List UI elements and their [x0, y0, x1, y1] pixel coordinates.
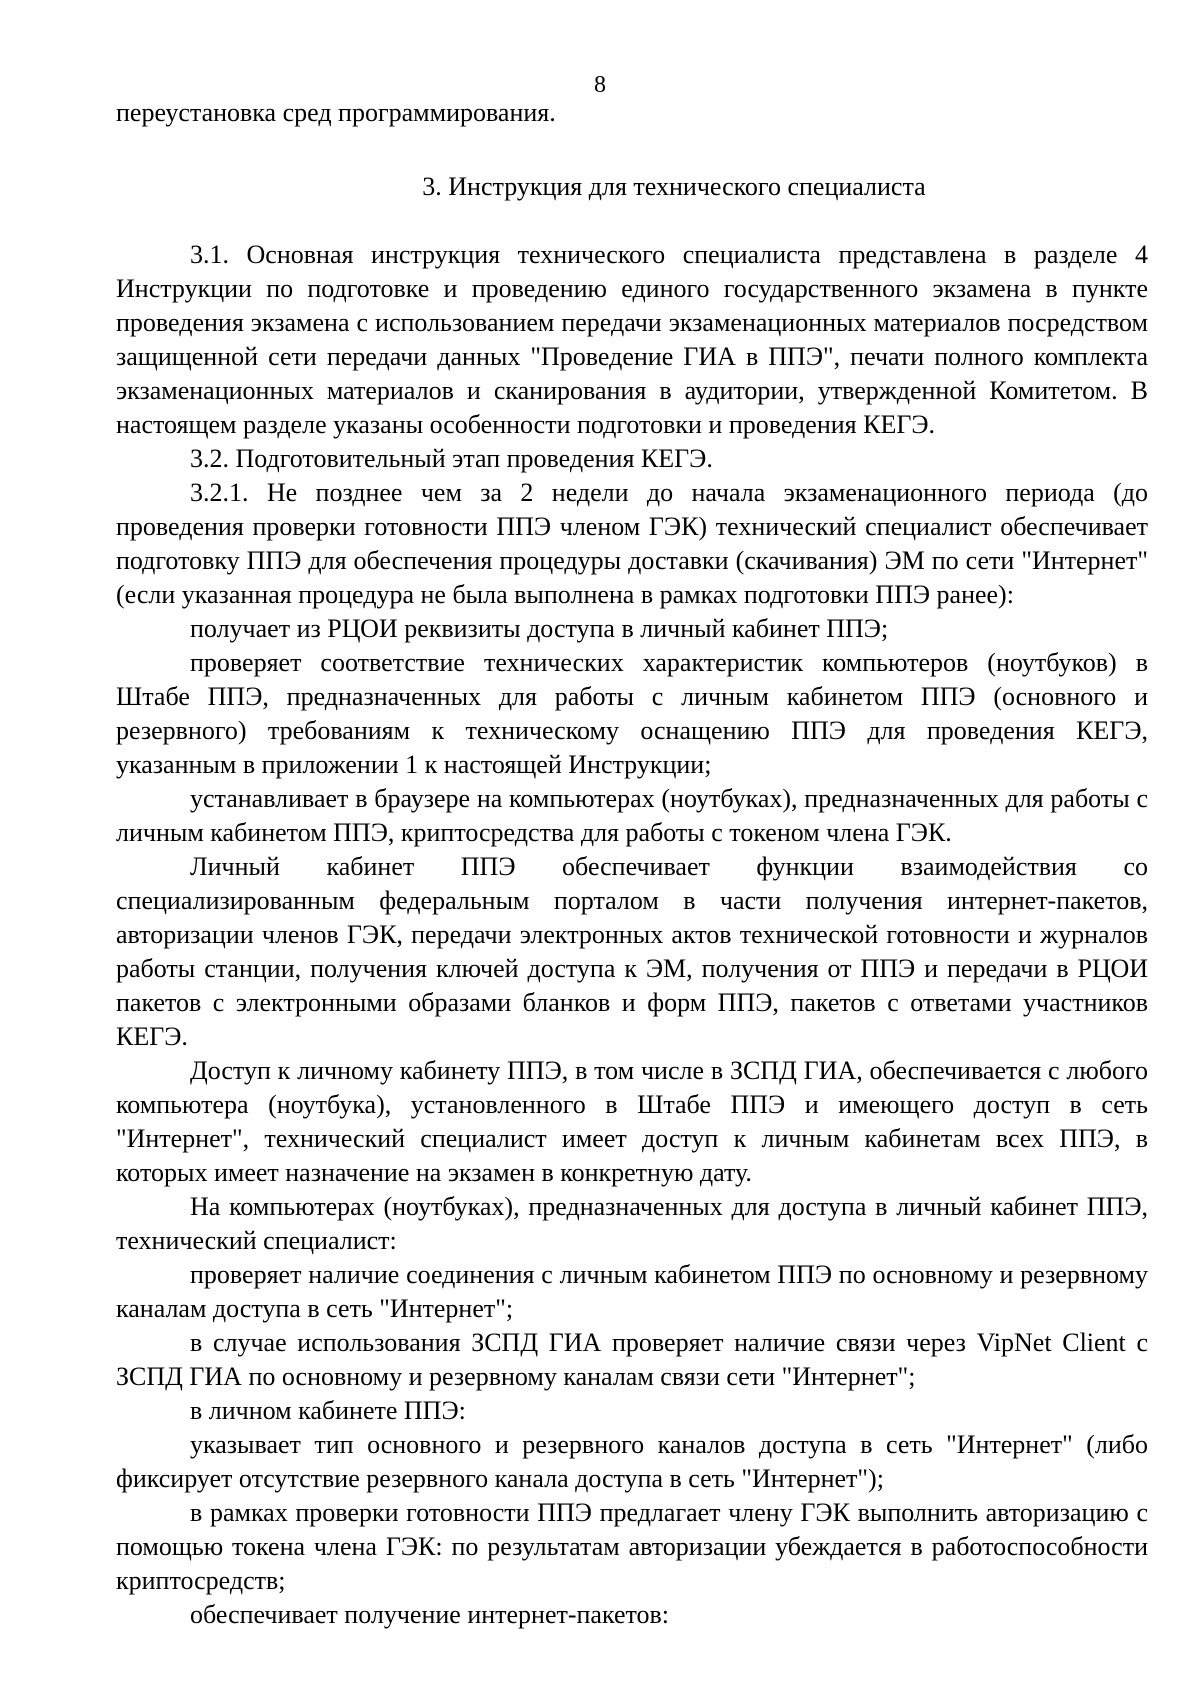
paragraph: проверяет соответствие технических характеристик компьютеров (ноутбуков) в Штабе ППЭ, предназначенных для работы с личным кабинетом ППЭ (основного и резервного) требованиям к техническому оснащению ППЭ для проведения КЕГЭ, указанным в приложении 1 к настоящей Инструкции;: [116, 648, 1148, 779]
paragraph: 3.1. Основная инструкция технического специалиста представлена в разделе 4 Инструкции по подготовке и проведению единого государственного экзамена в пункте проведения экзамена с использованием передачи экзаменационных материалов посредством защищенной сети передачи данных "Проведение ГИА в ППЭ", печати полного комплекта экзаменационных материалов и сканирования в аудитории, утвержденной Комитетом. В настоящем разделе указаны особенности подготовки и проведения КЕГЭ.: [116, 240, 1148, 439]
document-body: [116, 96, 1148, 1632]
paragraph: получает из РЦОИ реквизиты доступа в личный кабинет ППЭ;: [190, 614, 889, 643]
paragraph: в рамках проверки готовности ППЭ предлагает члену ГЭК выполнить авторизацию с помощью токена члена ГЭК: по результатам авторизации убеждается в работоспособности криптосредств;: [116, 1498, 1148, 1595]
paragraph: 3.2.1. Не позднее чем за 2 недели до начала экзаменационного периода (до проведения проверки готовности ППЭ членом ГЭК) технический специалист обеспечивает подготовку ППЭ для обеспечения процедуры доставки (скачивания) ЭМ по сети "Интернет" (если указанная процедура не была выполнена в рамках подготовки ППЭ ранее):: [116, 478, 1148, 609]
paragraph: проверяет наличие соединения с личным кабинетом ППЭ по основному и резервному каналам доступа в сеть "Интернет";: [116, 1260, 1148, 1323]
page-number: 8: [594, 72, 606, 98]
paragraph: в личном кабинете ППЭ:: [190, 1396, 466, 1425]
paragraph: устанавливает в браузере на компьютерах (ноутбуках), предназначенных для работы с личным кабинетом ППЭ, криптосредства для работы с токеном члена ГЭК.: [116, 784, 1148, 847]
paragraph: 3.2. Подготовительный этап проведения КЕГЭ.: [190, 444, 713, 473]
paragraph: На компьютерах (ноутбуках), предназначенных для доступа в личный кабинет ППЭ, технический специалист:: [116, 1192, 1148, 1255]
paragraph: Личный кабинет ППЭ обеспечивает функции взаимодействия со специализированным федеральным порталом в части получения интернет-пакетов, авторизации членов ГЭК, передачи электронных актов технической готовности и журналов работы станции, получения ключей доступа к ЭМ, получения от ППЭ и передачи в РЦОИ пакетов с электронными образами бланков и форм ППЭ, пакетов с ответами участников КЕГЭ.: [116, 852, 1148, 1051]
paragraph: указывает тип основного и резервного каналов доступа в сеть "Интернет" (либо фиксирует отсутствие резервного канала доступа в сеть "Интернет");: [116, 1430, 1148, 1493]
paragraph: переустановка сред программирования.: [116, 98, 556, 127]
paragraph: обеспечивает получение интернет-пакетов:: [190, 1600, 670, 1629]
paragraph: Доступ к личному кабинету ППЭ, в том числе в ЗСПД ГИА, обеспечивается с любого компьютера (ноутбука), установленного в Штабе ППЭ и имеющего доступ в сеть "Интернет", технический специалист имеет доступ к личным кабинетам всех ППЭ, в которых имеет назначение на экзамен в конкретную дату.: [116, 1056, 1148, 1187]
section-heading: 3. Инструкция для технического специалиста: [422, 172, 926, 201]
paragraph: в случае использования ЗСПД ГИА проверяет наличие связи через VipNet Client с ЗСПД ГИА по основному и резервному каналам связи сети "Интернет";: [116, 1328, 1148, 1391]
